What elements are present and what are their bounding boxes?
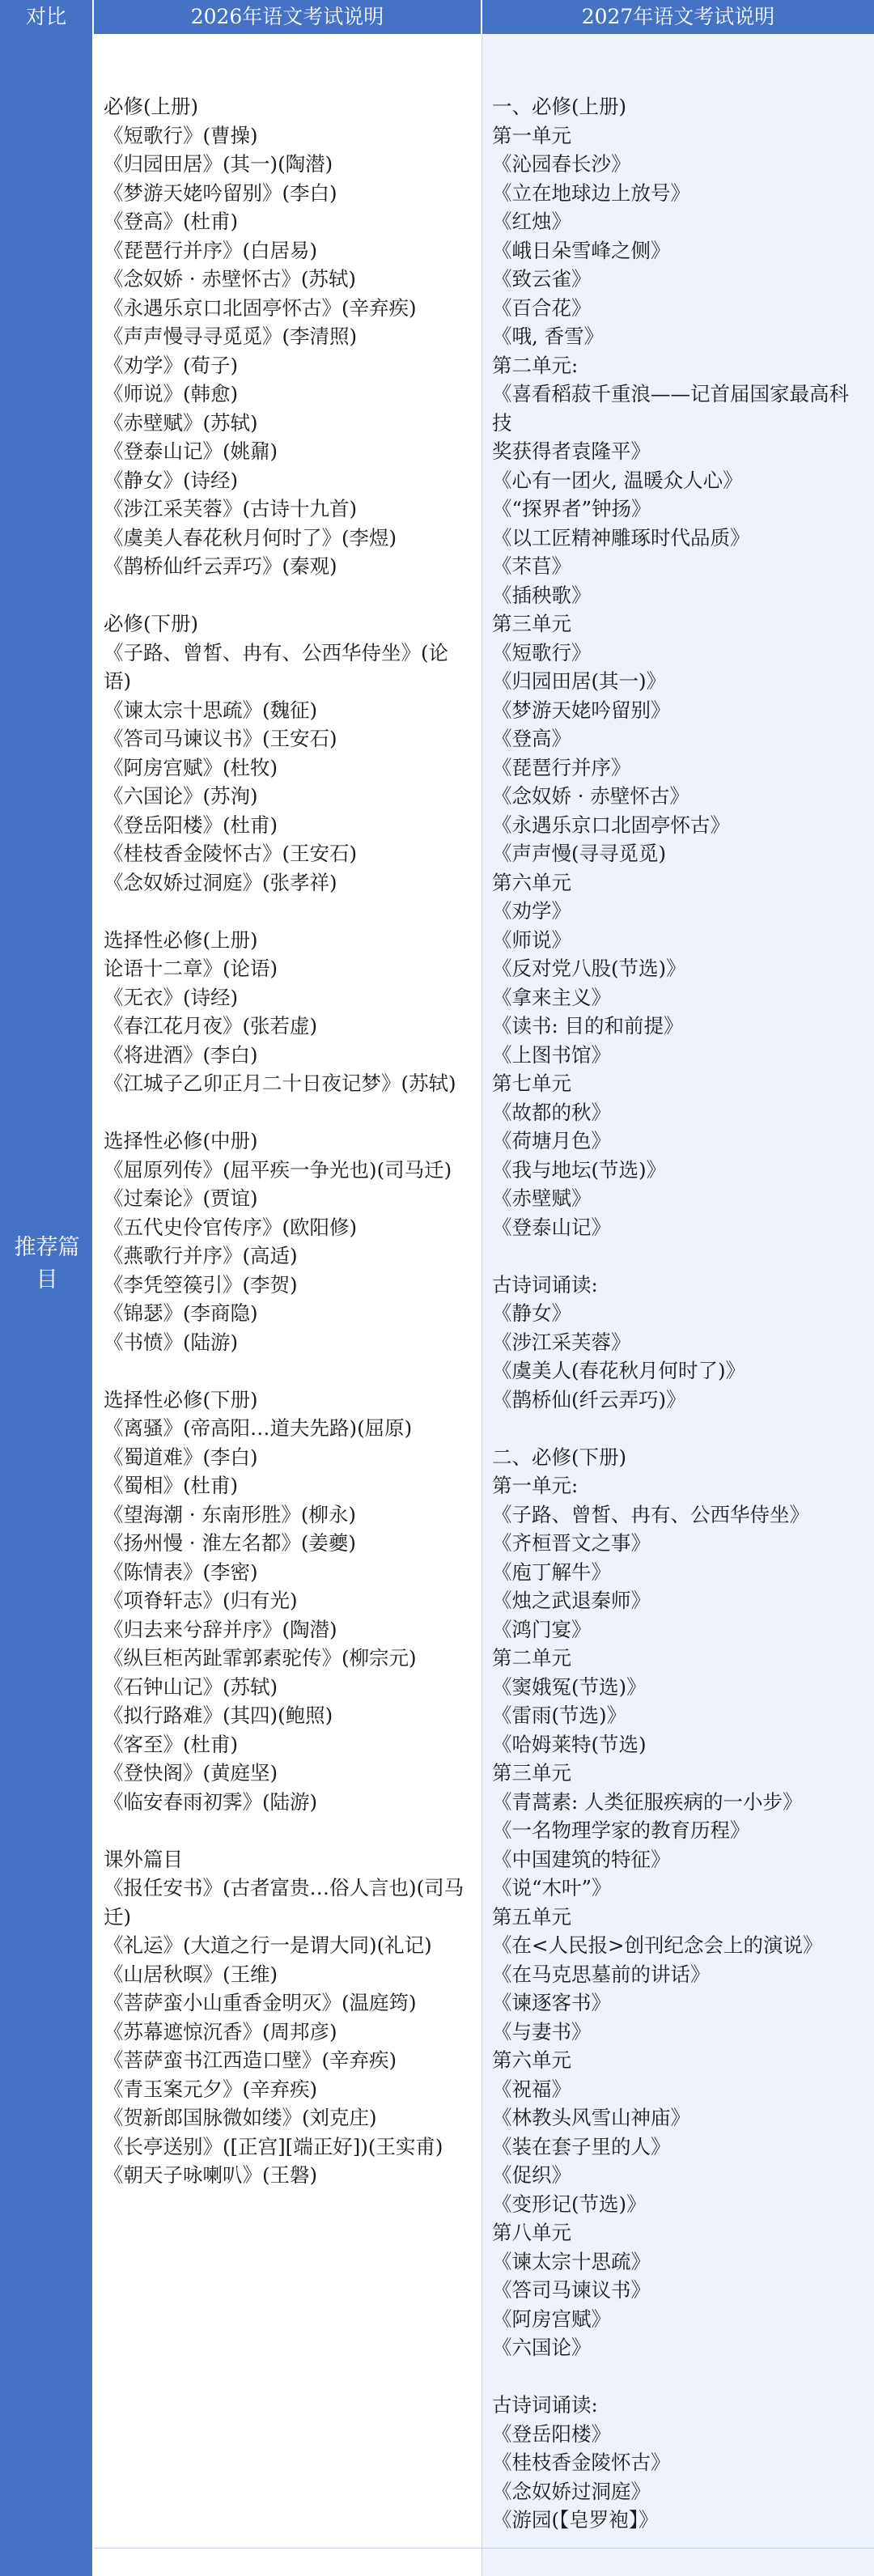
list-item: 《琵琶行并序》 [492, 755, 631, 779]
list-item: 《李凭箜篌引》(李贺) [104, 1272, 298, 1296]
list-item: 《拟行路难》(其四)(鲍照) [104, 1704, 333, 1727]
list-item: 《鹊桥仙纤云弄巧》(秦观) [104, 554, 337, 578]
list-item: 《江城子乙卯正月二十日夜记梦》(苏轼) [104, 1072, 456, 1095]
list-item: 《谏太宗十思疏》 [492, 2249, 651, 2273]
list-item: 《声声慢(寻寻觅觅) [492, 842, 667, 865]
list-item: 《离骚》(帝高阳…道夫先路)(屈原) [104, 1416, 413, 1440]
list-item: 《将进酒》(李白) [104, 1042, 258, 1067]
list-item: 《念奴娇 · 赤壁怀古》 [492, 784, 689, 808]
list-item: 《五代史伶官传序》(欧阳修) [104, 1215, 358, 1239]
list-item: 《琵琶行并序》(白居易) [104, 238, 318, 262]
list-item: 《归去来兮辞并序》(陶潜) [104, 1617, 337, 1641]
list-item: 《归园田居(其一)》 [492, 669, 667, 693]
list-item: 第一单元: [492, 1474, 579, 1497]
list-item: 《阿房宫赋》(杜牧) [104, 755, 278, 779]
list-item: 《苏幕遮惊沉香》(周邦彦) [104, 2019, 337, 2043]
spacer [492, 1414, 863, 1443]
list-item: 《短歌行》(曹操) [104, 123, 258, 147]
list-item: 二、必修(下册) [492, 1445, 627, 1469]
list-item: 第六单元 [492, 2048, 571, 2072]
header-2026: 2026年语文考试说明 [94, 0, 482, 34]
footer-cell-2027 [482, 2548, 874, 2576]
list-item: 《六国论》(苏洵) [104, 784, 258, 808]
list-item: 《百合花》 [492, 295, 592, 320]
list-item: 《贺新郎国脉微如缕》(刘克庄) [104, 2106, 377, 2129]
list-item: 《扬州慢 · 淮左名都》(姜夔) [104, 1531, 356, 1555]
list-item: 古诗词诵读: [492, 2393, 598, 2417]
list-item: 《哈姆莱特(节选) [492, 1732, 647, 1756]
list-item: 《阿房宫赋》 [492, 2307, 611, 2331]
list-item: 《短歌行》 [492, 640, 592, 664]
list-item: 《在马克思墓前的讲话》 [492, 1962, 711, 1986]
spacer [104, 1356, 470, 1386]
list-item: 《“探界者”钟扬》 [492, 497, 651, 520]
list-item: 《长亭送别》([正宫][端正好])(王实甫) [104, 2134, 443, 2158]
list-item: 第三单元 [492, 612, 571, 635]
list-item: 《红烛》 [492, 210, 571, 233]
list-item: 《答司马谏议书》 [492, 2278, 651, 2302]
list-item: 《菩萨蛮小山重香金明灭》(温庭筠) [104, 1991, 417, 2014]
list-item: 《子路、曾皙、冉有、公西华侍坐》(论语) [104, 640, 449, 693]
list-item: 第六单元 [492, 870, 571, 894]
list-item: 《登快阁》(黄庭坚) [104, 1761, 278, 1785]
list-item: 《青蒿素: 人类征服疾病的一小步》 [492, 1789, 803, 1814]
list-item: 《登泰山记》 [492, 1215, 611, 1239]
list-item: 《装在套子里的人》 [492, 2134, 671, 2158]
list-item: 《登岳阳楼》(杜甫) [104, 813, 278, 837]
list-item: 课外篇目 [104, 1847, 183, 1871]
list-item: 第五单元 [492, 1904, 571, 1929]
list-item: 《梦游天姥吟留别》 [492, 698, 671, 722]
list-item: 第三单元 [492, 1761, 571, 1785]
list-item: 古诗词诵读: [492, 1272, 598, 1296]
list-item: 《中国建筑的特征》 [492, 1847, 671, 1871]
list-item: 《燕歌行并序》(高适) [104, 1244, 298, 1267]
list-item: 《望海潮 · 东南形胜》(柳永) [104, 1502, 356, 1526]
list-item: 《念奴娇过洞庭》(张孝祥) [104, 870, 337, 894]
spacer [492, 1241, 863, 1271]
list-item: 《插秧歌》 [492, 583, 592, 607]
list-item: 《答司马谏议书》(王安石) [104, 727, 337, 750]
list-item: 《念奴娇过洞庭》 [492, 2479, 651, 2503]
list-item: 《桂枝香金陵怀古》 [492, 2451, 671, 2474]
column-2027-reading-list [482, 34, 874, 2548]
list-item: 第一单元 [492, 123, 571, 147]
row-label: 推荐篇目 [14, 1235, 80, 1292]
list-item: 《庖丁解牛》 [492, 1560, 611, 1584]
list-item: 《报任安书》(古者富贵…俗人言也)(司马 [104, 1876, 465, 1899]
list-item: 《过秦论》(贾谊) [104, 1186, 258, 1210]
list-item: 《祝福》 [492, 2077, 571, 2101]
spacer [104, 1816, 470, 1845]
list-item: 《致云雀》 [492, 267, 592, 291]
list-item: 《屈原列传》(屈平疾一争光也)(司马迁) [104, 1157, 452, 1182]
header-compare: 对比 [0, 0, 94, 34]
list-item: 《虞美人春花秋月何时了》(李煜) [104, 525, 397, 550]
list-item: 《桂枝香金陵怀古》(王安石) [104, 842, 358, 865]
list-item: 《谏逐客书》 [492, 1991, 611, 2014]
list-item: 《书愤》(陆游) [104, 1330, 239, 1354]
list-item: 《芣苢》 [492, 554, 571, 578]
list-item: 选择性必修(下册) [104, 1387, 258, 1411]
list-item: 《静女》 [492, 1301, 571, 1325]
list-item: 《心有一团火, 温暖众人心》 [492, 468, 743, 492]
list-item: 《拿来主义》 [492, 985, 611, 1009]
list-item: 《烛之武退秦师》 [492, 1589, 651, 1612]
list-item: 《归园田居》(其一)(陶潜) [104, 152, 333, 176]
spacer [104, 897, 470, 926]
list-item: 《林教头风雪山神庙》 [492, 2106, 690, 2129]
list-item: 《说“木叶”》 [492, 1876, 612, 1899]
list-item: 《声声慢寻寻觅觅》(李清照) [104, 325, 358, 348]
list-item: 奖获得者袁隆平》 [492, 439, 651, 463]
list-item: 第二单元 [492, 1646, 571, 1670]
list-item: 《蜀道难》(李白) [104, 1445, 258, 1469]
spacer [104, 581, 470, 610]
list-item: 《谏太宗十思疏》(魏征) [104, 698, 318, 722]
list-item: 《纵巨柜芮趾霏郭素驼传》(柳宗元) [104, 1646, 417, 1670]
list-item: 《劝学》(荀子) [104, 353, 239, 377]
list-item: 第八单元 [492, 2221, 571, 2244]
column-2026-reading-list [94, 34, 482, 2548]
list-item: 《齐桓晋文之事》 [492, 1531, 651, 1555]
list-item: 《故都的秋》 [492, 1100, 611, 1124]
list-item: 《师说》 [492, 927, 571, 952]
list-item: 《变形记(节选)》 [492, 2192, 647, 2216]
list-item: 《哦, 香雪》 [492, 325, 605, 348]
spacer [492, 2362, 863, 2391]
list-item: 《客至》(杜甫) [104, 1732, 239, 1756]
list-item: 《与妻书》 [492, 2019, 592, 2043]
row-label-cell [0, 34, 94, 2576]
list-item: 《反对党八股(节选)》 [492, 957, 686, 980]
list-item: 《永遇乐京口北固亭怀古》(辛弃疾) [104, 295, 417, 320]
list-item: 《虞美人(春花秋月何时了)》 [492, 1359, 746, 1382]
list-item: 第二单元: [492, 353, 579, 377]
list-item: 《读书: 目的和前提》 [492, 1014, 684, 1038]
list-item: 《喜看稻菽千重浪——记首届国家最高科技 [492, 382, 849, 435]
list-item: 《在<人民报>创刊纪念会上的演说》 [492, 1933, 823, 1957]
list-item: 《无衣》(诗经) [104, 985, 239, 1009]
list-item: 《我与地坛(节选)》 [492, 1157, 667, 1182]
list-item: 《峨日朵雪峰之侧》 [492, 238, 671, 262]
list-item: 《登泰山记》(姚鼐) [104, 439, 278, 463]
list-item: 《春江花月夜》(张若虚) [104, 1014, 318, 1038]
list-item: 《雷雨(节选)》 [492, 1704, 627, 1727]
list-item: 必修(下册) [104, 612, 199, 635]
list-item: 第七单元 [492, 1072, 571, 1095]
list-item: 《陈情表》(李密) [104, 1560, 258, 1584]
list-item: 《赤壁赋》 [492, 1186, 592, 1210]
list-item: 《蜀相》(杜甫) [104, 1474, 239, 1497]
list-item: 《立在地球边上放号》 [492, 180, 690, 205]
list-item: 《临安春雨初霁》(陆游) [104, 1789, 318, 1814]
list-item: 一、必修(上册) [492, 95, 627, 118]
list-item: 迁) [104, 1904, 132, 1929]
list-item: 《登高》(杜甫) [104, 210, 239, 233]
list-item: 《一名物理学家的教育历程》 [492, 1818, 750, 1842]
list-item: 《登高》 [492, 727, 571, 750]
list-item: 论语十二章》(论语) [104, 957, 278, 980]
list-item: 《鹊桥仙(纤云弄巧)》 [492, 1387, 686, 1411]
list-item: 《梦游天姥吟留别》(李白) [104, 180, 337, 205]
list-item: 《永遇乐京口北固亭怀古》 [492, 813, 730, 837]
list-item: 《鸿门宴》 [492, 1617, 592, 1641]
list-item: 《六国论》 [492, 2336, 592, 2359]
list-item: 《青玉案元夕》(辛弃疾) [104, 2077, 318, 2101]
header-2027: 2027年语文考试说明 [482, 0, 874, 34]
list-item: 《念奴娇 · 赤壁怀古》(苏轼) [104, 267, 356, 291]
list-item: 选择性必修(中册) [104, 1129, 258, 1152]
list-item: 《静女》(诗经) [104, 468, 239, 492]
list-item: 《礼运》(大道之行一是谓大同)(礼记) [104, 1933, 432, 1957]
list-item: 《子路、曾皙、冉有、公西华侍坐》 [492, 1502, 809, 1526]
list-item: 《劝学》 [492, 899, 571, 923]
list-item: 《石钟山记》(苏轼) [104, 1674, 278, 1699]
footer-cell-2026 [94, 2548, 482, 2576]
list-item: 《涉江采芙蓉》 [492, 1330, 631, 1354]
list-item: 《窦娥冤(节选)》 [492, 1674, 647, 1699]
list-item: 《山居秋暝》(王维) [104, 1962, 278, 1986]
list-item: 必修(上册) [104, 95, 199, 118]
list-item: 《沁园春长沙》 [492, 152, 631, 176]
list-item: 《菩萨蛮书江西造口壁》(辛弃疾) [104, 2048, 397, 2072]
spacer [104, 1098, 470, 1127]
list-item: 《荷塘月色》 [492, 1129, 611, 1152]
list-item: 《游园(【皂罗袍】》 [492, 2508, 659, 2531]
list-item: 《项脊轩志》(归有光) [104, 1589, 298, 1612]
list-item: 《赤壁赋》(苏轼) [104, 410, 258, 435]
list-item: 《师说》(韩愈) [104, 382, 239, 405]
list-item: 《以工匠精神雕琢时代品质》 [492, 525, 750, 550]
list-item: 《促织》 [492, 2163, 571, 2187]
list-item: 《登岳阳楼》 [492, 2421, 611, 2446]
list-item: 《朝天子咏喇叭》(王磐) [104, 2163, 318, 2187]
list-item: 选择性必修(上册) [104, 927, 258, 952]
list-item: 《上图书馆》 [492, 1042, 611, 1067]
list-item: 《涉江采芙蓉》(古诗十九首) [104, 497, 358, 520]
list-item: 《锦瑟》(李商隐) [104, 1301, 258, 1325]
